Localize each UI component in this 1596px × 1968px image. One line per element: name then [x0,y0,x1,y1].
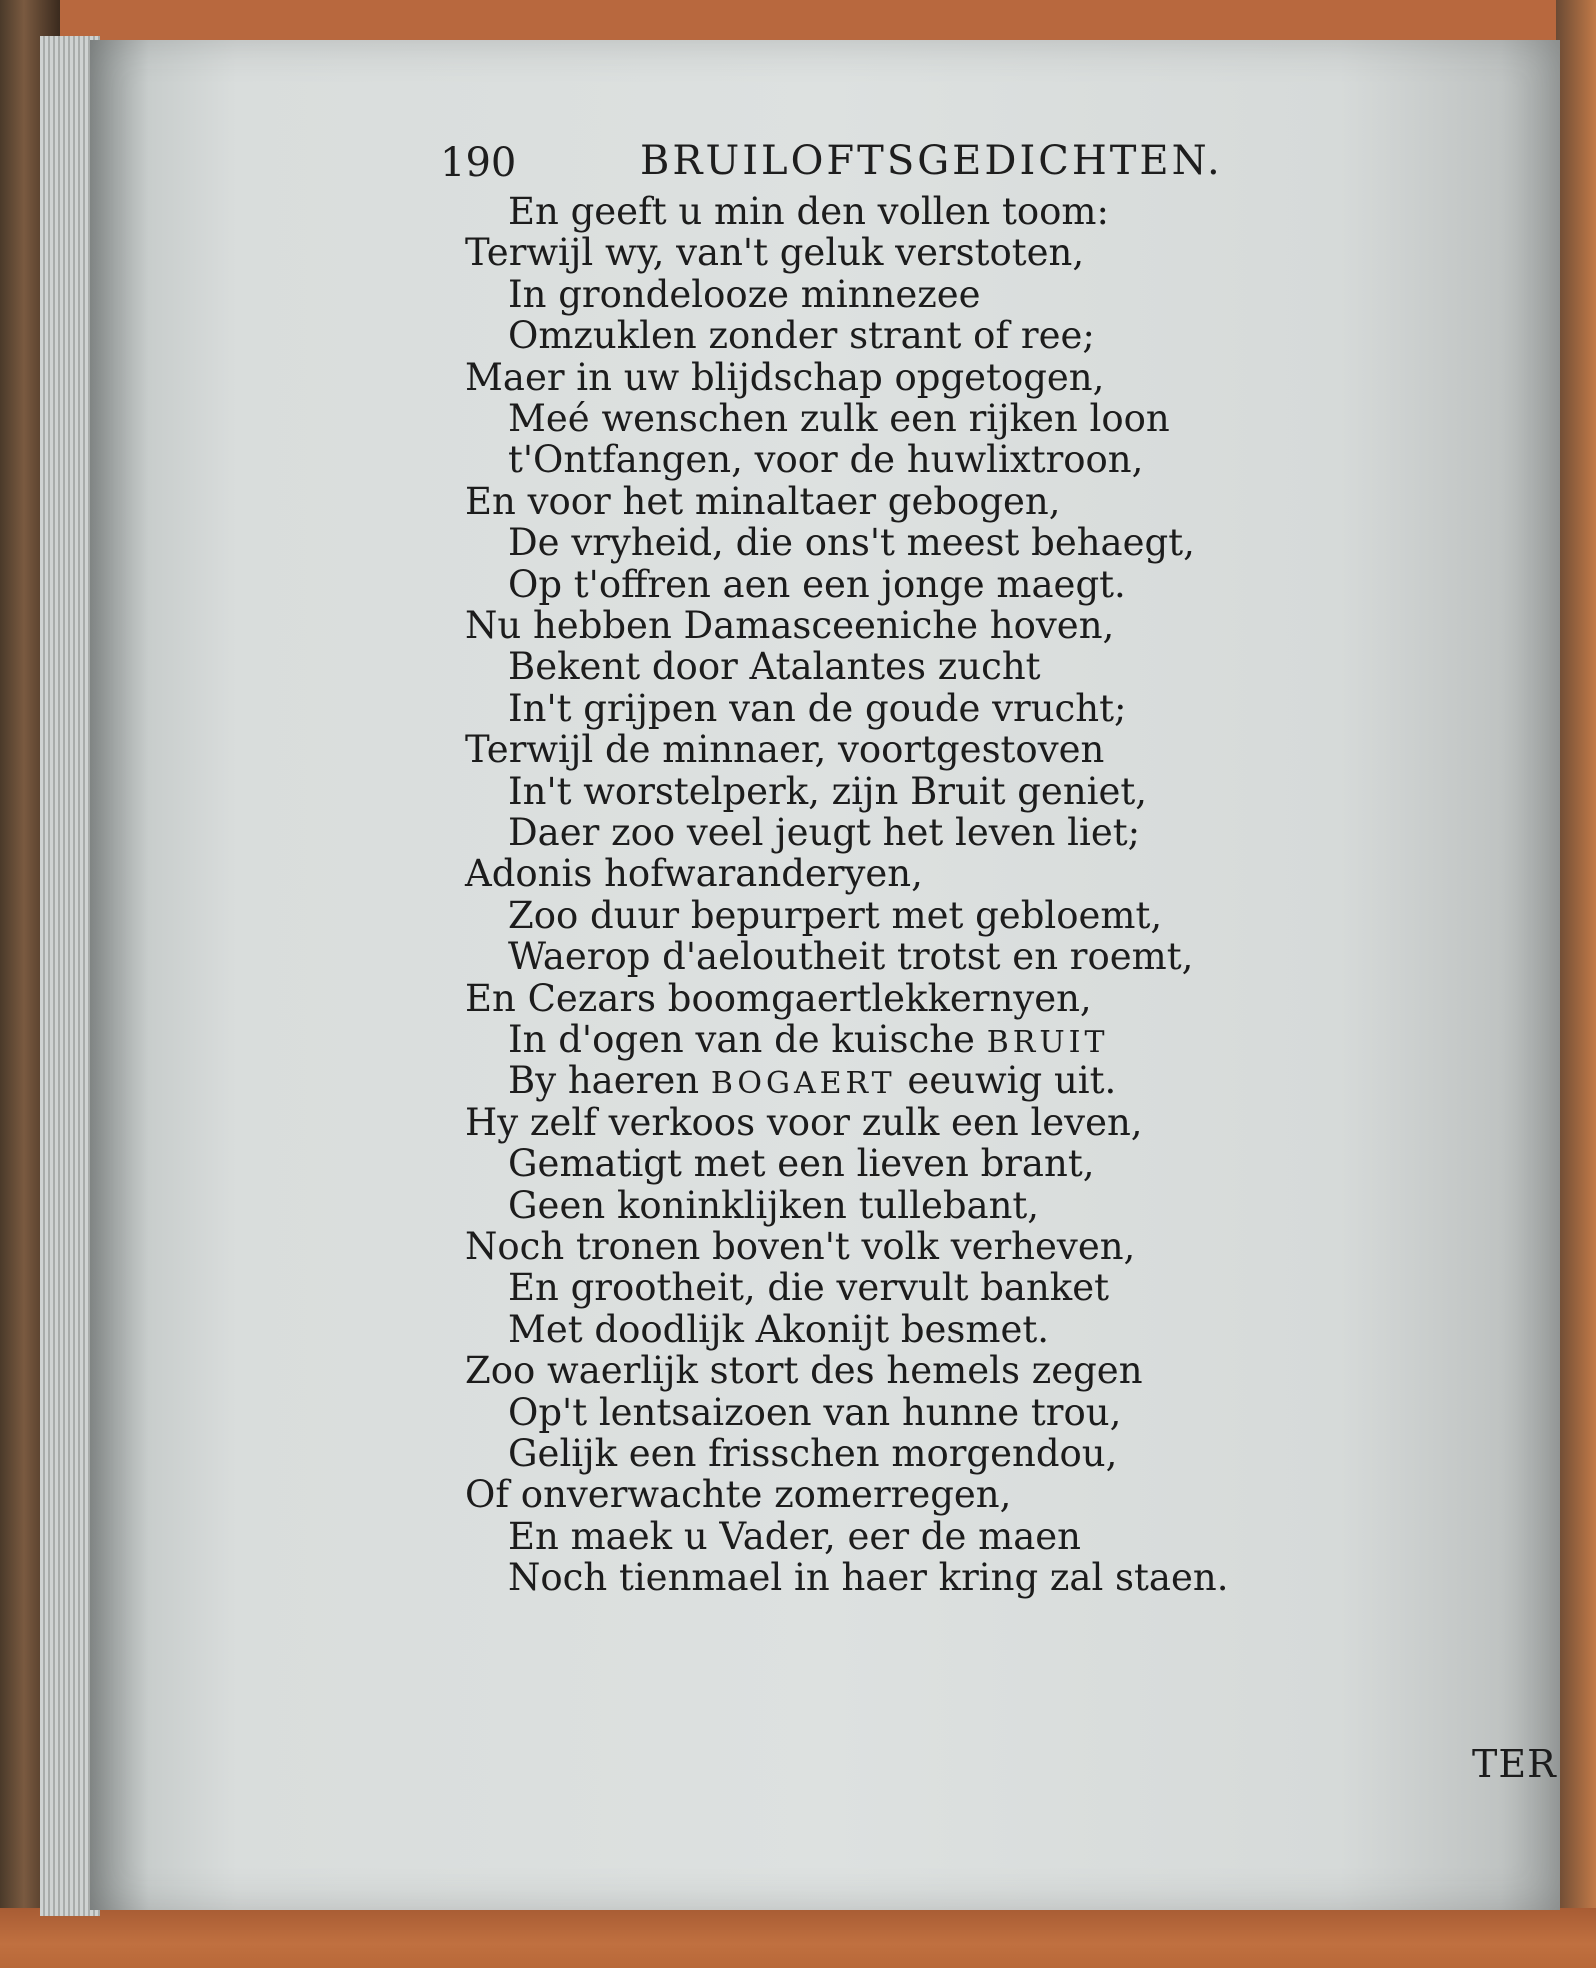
small-caps-name: BOGAERT [710,1066,896,1102]
poem-line [508,1142,1094,1185]
poem-line [465,728,1104,771]
poem-line [465,977,1092,1020]
poem-line-text: By haeren [508,1059,700,1103]
poem-line-text: En geeft u min den vollen toom: [508,190,1109,233]
poem-line-text: Gematigt met een lieven brant, [508,1142,1095,1186]
poem-line [508,645,1041,688]
poem-line [465,1349,1143,1392]
poem-line [508,1266,1109,1309]
poem-line-text: Met doodlijk Akonijt besmet. [508,1307,1050,1351]
poem-line [508,521,1195,564]
poem-line-text: Maer in uw blijdschap opgetogen, [465,355,1105,399]
poem-line-text: Daer zoo veel jeugt het leven liet; [508,811,1141,854]
poem-line [508,1059,1116,1102]
poem-line [465,604,1114,647]
poem-line-text-after: eeuwig uit. [907,1059,1117,1103]
poem-line [465,1225,1135,1268]
poem-line-text: Terwijl de minnaer, voortgestoven [465,728,1105,772]
poem-line [508,314,1095,357]
poem-line-text: In grondelooze minnezee [508,272,981,316]
small-caps-name: BRUIT [986,1025,1109,1060]
poem-line-text: In't worstelperk, zijn Bruit geniet, [508,769,1148,813]
catchword: TER [1472,1742,1557,1786]
poem-line-text: Meé wenschen zulk een rijken loon [508,397,1170,440]
poem-line-text: Of onverwachte zomerregen, [465,1473,1012,1517]
poem-line-text: Waerop d'aeloutheit trotst en roemt, [508,935,1194,979]
poem-line [508,397,1170,440]
poem-line-text: Adonis hofwaranderyen, [465,852,923,896]
poem-line-text: Terwijl wy, van't geluk verstoten, [465,231,1085,275]
poem-line-text: Nu hebben Damasceeniche hoven, [465,604,1115,647]
poem-line-text: Op t'offren aen een jonge maegt. [508,562,1126,606]
poem-line-text: In't grijpen van de goude vrucht; [508,686,1127,730]
poem-line [465,356,1104,399]
poem-line [508,1556,1228,1599]
poem-line-text: En voor het minaltaer gebogen, [465,479,1061,523]
poem-line [508,1308,1049,1351]
page-header [90,112,1560,186]
poem-line-text: Omzuklen zonder strant of ree; [508,314,1095,358]
poem-line-text: Zoo waerlijk stort des hemels zegen [465,1349,1143,1393]
poem-line-text: t'Ontfangen, voor de huwlixtroon, [508,438,1144,482]
poem-line [508,563,1126,606]
poem-line-text: In d'ogen van de kuische [508,1018,975,1061]
poem-line-text: Geen koninklijken tullebant, [508,1183,1040,1227]
poem-line [508,935,1193,978]
poem-line-text: En maek u Vader, eer de maen [508,1514,1081,1558]
poem-line [508,1515,1081,1558]
poem-line [508,1432,1117,1475]
book-cloth-right [1556,0,1596,1968]
poem-line-text: Zoo duur bepurpert met gebloemt, [508,893,1163,937]
page-number: 190 [440,140,517,186]
poem-line [465,1473,1011,1516]
poem-line [508,1184,1039,1227]
poem-line-text: En Cezars boomgaertlekkernyen, [465,976,1092,1020]
book-cloth-bottom [0,1908,1596,1968]
poem-line [508,770,1147,813]
poem-line-text: Hy zelf verkoos voor zulk een leven, [465,1100,1143,1144]
poem-line [465,480,1061,523]
running-title: BRUILOFTSGEDICHTEN. [640,138,1223,184]
poem-line-text: Noch tienmael in haer kring zal staen. [508,1556,1229,1600]
poem-line [508,894,1162,937]
poem-line [508,273,981,316]
poem-line [465,231,1084,274]
poem-line-text: Bekent door Atalantes zucht [508,645,1041,689]
poem-line-text: Op't lentsaizoen van hunne trou, [508,1390,1122,1434]
poem-line-text: Gelijk een frisschen morgendou, [508,1432,1118,1475]
poem-line [508,1018,1108,1061]
poem-line-text: De vryheid, die ons't meest behaegt, [508,521,1195,565]
poem-line [465,852,923,895]
show-through-text [1130,150,1530,1650]
book-page [90,40,1560,1910]
poem-line [508,687,1126,730]
poem-line-text: En grootheit, die vervult banket [508,1266,1109,1310]
poem-line [508,1391,1121,1434]
poem-line [508,190,1109,233]
poem-line [508,811,1140,854]
poem-line [465,1101,1143,1144]
poem-line [508,438,1143,481]
poem-line-text: Noch tronen boven't volk verheven, [465,1225,1136,1268]
